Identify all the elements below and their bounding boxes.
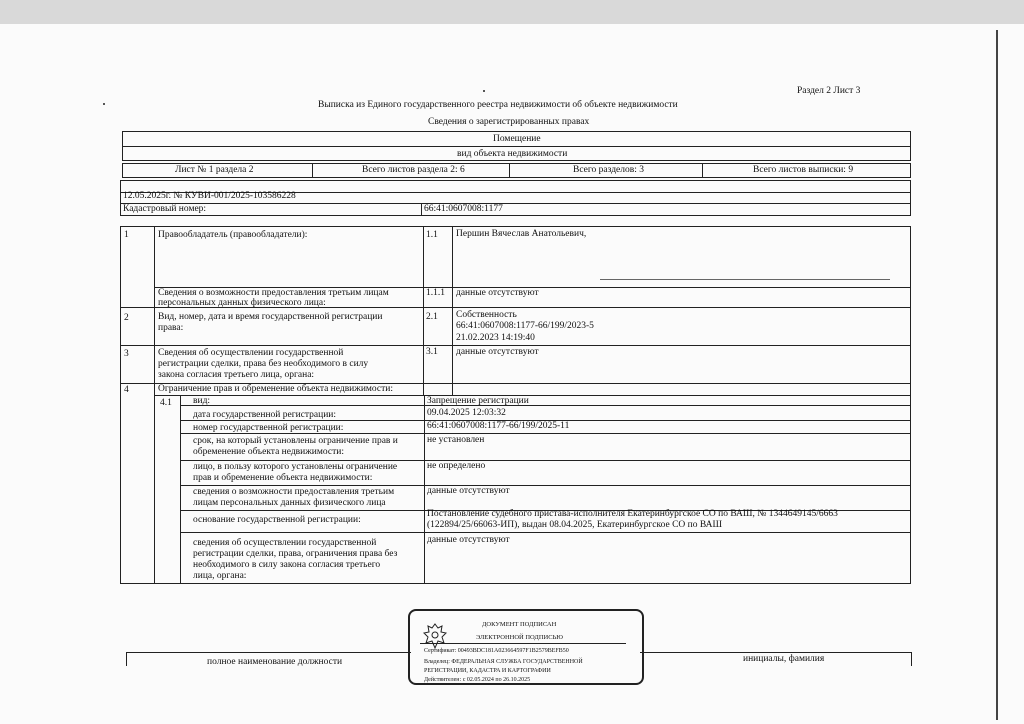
table-line (154, 395, 911, 396)
personal-data-label: лицам персональных данных физического лица (193, 498, 386, 508)
consent-label: сведения об осуществлении государственной (193, 538, 377, 548)
ownership-reg-date: 21.02.2023 14:19:40 (456, 333, 535, 343)
table-line (312, 163, 313, 178)
beneficiary-label: прав и обременение объекта недвижимости: (193, 473, 373, 483)
cadastral-label: Кадастровый номер: (123, 204, 207, 214)
table-line (120, 203, 911, 204)
signature-line (126, 652, 127, 666)
rights-holder-value: Першин Вячеслав Анатольевич, (456, 229, 587, 239)
sheet-number: Лист № 1 раздела 2 (175, 165, 254, 175)
scan-speck (483, 90, 485, 92)
row-subnumber: 1.1 (426, 230, 438, 240)
table-line (452, 226, 453, 395)
personal-data-label: сведения о возможности предоставления третьим (193, 487, 395, 497)
restriction-term-value: не установлен (427, 435, 485, 445)
consent-label: регистрации сделки, права, ограничения права без (193, 549, 398, 559)
beneficiary-value: не определено (427, 461, 486, 471)
restriction-date-label: дата государственной регистрации: (193, 410, 337, 420)
registration-label: Вид, номер, дата и время государственной регистрации (158, 312, 383, 322)
ownership-type: Собственность (456, 310, 517, 320)
registration-label: права: (158, 323, 184, 333)
stamp-divider (420, 643, 626, 644)
record-date-number: 12.05.2025г. № КУВИ-001/2025-103586228 (123, 191, 296, 201)
restriction-kind-label: вид: (193, 396, 211, 406)
row-subnumber: 2.1 (426, 312, 438, 322)
stamp-owner: Владелец: ФЕДЕРАЛЬНАЯ СЛУЖБА ГОСУДАРСТВЕННОЙ (424, 659, 583, 665)
position-label: полное наименование должности (207, 657, 343, 667)
signature-line (911, 652, 912, 666)
row-number: 2 (124, 313, 129, 323)
restriction-number-value: 66:41:0607008:1177-66/199/2025-11 (427, 421, 570, 431)
restriction-term-label: срок, на который установлены ограничение прав и (193, 436, 398, 446)
third-party-label: Сведения о возможности предоставления третьим лицам (158, 288, 389, 298)
document-title: Выписка из Единого государственного реестра недвижимости об объекте недвижимости (318, 100, 678, 110)
table-line (180, 395, 181, 584)
object-type-value: Помещение (493, 134, 541, 144)
restrictions-label: Ограничение прав и обременение объекта недвижимости: (158, 384, 393, 394)
third-party-value: данные отсутствуют (456, 288, 539, 298)
stamp-subtitle: ЭЛЕКТРОННОЙ ПОДПИСЬЮ (476, 634, 563, 641)
row-subnumber: 3.1 (426, 347, 438, 357)
row-number: 1 (124, 230, 129, 240)
cadastral-number: 66:41:0607008:1177 (424, 204, 503, 214)
page-edge-divider (996, 30, 998, 720)
table-line (509, 163, 510, 178)
row-subnumber: 4.1 (160, 398, 172, 408)
sheets-total: Всего листов выписки: 9 (753, 165, 854, 175)
table-line (122, 146, 911, 147)
object-type-label: вид объекта недвижимости (457, 149, 568, 159)
restriction-number-label: номер государственной регистрации: (193, 423, 344, 433)
row-subnumber: 1.1.1 (426, 288, 445, 298)
scan-speck (103, 103, 105, 105)
rights-holder-label: Правообладатель (правообладатели): (158, 230, 308, 240)
name-label: инициалы, фамилия (743, 654, 825, 664)
deal-registration-value: данные отсутствуют (456, 347, 539, 357)
consent-value: данные отсутствуют (427, 535, 510, 545)
signature-line (126, 652, 411, 653)
stamp-title: ДОКУМЕНТ ПОДПИСАН (482, 621, 557, 628)
restriction-term-label: обременение объекта недвижимости: (193, 447, 344, 457)
deal-registration-label: регистрации сделки, права без необходимого в силу (158, 359, 369, 369)
table-line (120, 345, 911, 346)
table-line (424, 395, 425, 584)
table-line (423, 226, 424, 395)
table-line (180, 460, 911, 461)
table-line (180, 532, 911, 533)
registration-basis-value: (122894/25/66063-ИП), выдан 08.04.2025, Екатеринбургское СО по ВАШ (427, 520, 723, 530)
restriction-date-value: 09.04.2025 12:03:32 (427, 408, 506, 418)
deal-registration-label: Сведения об осуществлении государственной (158, 348, 344, 358)
ownership-reg-number: 66:41:0607008:1177-66/199/2023-5 (456, 321, 594, 331)
table-line (702, 163, 703, 178)
personal-data-value: данные отсутствуют (427, 486, 510, 496)
row-number: 3 (124, 349, 129, 359)
sheets-in-section: Всего листов раздела 2: 6 (362, 165, 465, 175)
table-line (154, 226, 155, 584)
table-line (180, 405, 911, 406)
redaction-line (600, 279, 890, 280)
registration-basis-value: Постановление судебного пристава-исполнителя Екатеринбургское СО по ВАШ, № 1344649145/6663 (427, 509, 838, 519)
registration-basis-label: основание государственной регистрации: (193, 515, 361, 525)
stamp-certificate: Сертификат: 00493BDC181A023664597F1B2579BEFB50 (424, 648, 569, 654)
stamp-validity: Действителен: с 02.05.2024 по 26.10.2025 (424, 677, 531, 683)
deal-registration-label: закона согласия третьего лица, органа: (158, 370, 315, 380)
coat-of-arms-icon (422, 621, 448, 651)
table-line (180, 485, 911, 486)
restriction-kind-value: Запрещение регистрации (427, 396, 529, 406)
row-number: 4 (124, 385, 129, 395)
table-line (421, 203, 422, 216)
document-subtitle: Сведения о зарегистрированных правах (428, 117, 590, 127)
consent-label: необходимого в силу закона согласия третьего (193, 560, 381, 570)
section-sheet-label: Раздел 2 Лист 3 (797, 86, 861, 96)
third-party-label: персональных данных физического лица: (158, 298, 326, 308)
beneficiary-label: лицо, в пользу которого установлены ограничение (193, 462, 398, 472)
stamp-owner: РЕГИСТРАЦИИ, КАДАСТРА И КАРТОГРАФИИ (424, 668, 551, 674)
sections-total: Всего разделов: 3 (573, 165, 645, 175)
consent-label: лица, органа: (193, 571, 247, 581)
signature-line (640, 652, 912, 653)
electronic-signature-stamp (408, 609, 644, 685)
